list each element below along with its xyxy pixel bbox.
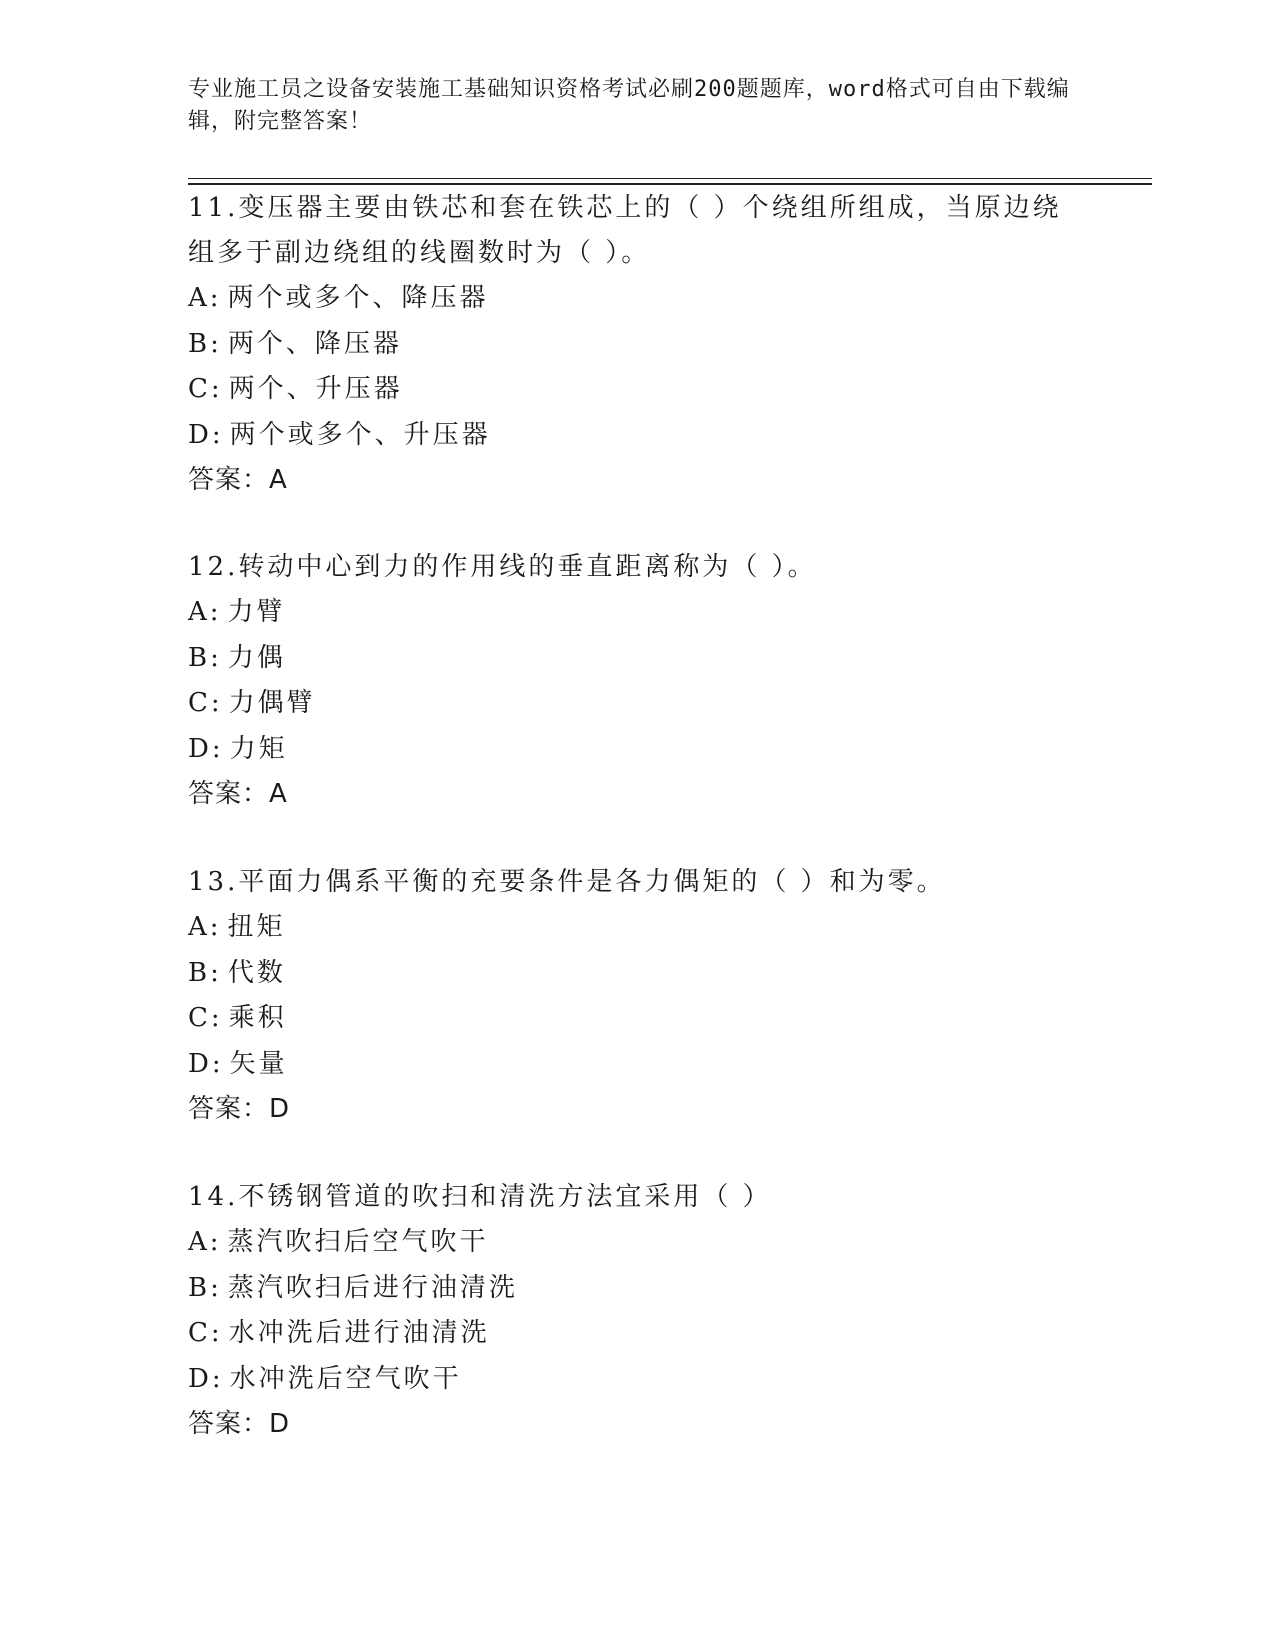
option-text: 两个或多个、升压器 (229, 419, 491, 450)
option-a (188, 905, 1088, 951)
option-text: 力矩 (229, 733, 288, 764)
option-c (188, 996, 1088, 1042)
option-text: 两个或多个、降压器 (227, 283, 489, 313)
option-text: 两个、降压器 (227, 328, 402, 359)
option-c (188, 1311, 1088, 1357)
option-b (188, 322, 1088, 368)
option-letter: D: (188, 1048, 224, 1079)
option-b (188, 636, 1088, 682)
option-letter: A: (188, 283, 222, 313)
option-letter: B: (188, 957, 222, 988)
option-text: 水冲洗后空气吹干 (229, 1363, 462, 1394)
option-d (188, 727, 1088, 773)
header-rule-thick (188, 183, 1152, 185)
option-text: 力偶 (227, 642, 286, 673)
option-text: 蒸汽吹扫后空气吹干 (227, 1227, 489, 1257)
option-letter: B: (188, 328, 222, 359)
option-letter: D: (188, 419, 224, 450)
option-letter: A: (188, 912, 222, 942)
question-14 (188, 1175, 1088, 1448)
option-text: 代数 (227, 957, 286, 988)
question-12 (188, 545, 1088, 818)
question-stem: 11.变压器主要由铁芯和套在铁芯上的（ ）个绕组所组成，当原边绕组多于副边绕组的线圈数时为（ ）。 (188, 193, 1062, 268)
option-text: 水冲洗后进行油清洗 (228, 1318, 490, 1348)
question-stem: 12.转动中心到力的作用线的垂直距离称为（ ）。 (188, 552, 817, 582)
option-a (188, 276, 1088, 322)
option-c (188, 681, 1088, 727)
option-letter: C: (188, 374, 223, 404)
option-b (188, 951, 1088, 997)
answer: 答案：A (188, 465, 288, 495)
option-letter: C: (188, 688, 223, 718)
option-text: 力臂 (227, 597, 286, 627)
option-text: 乘积 (228, 1003, 287, 1033)
document-header: 专业施工员之设备安装施工基础知识资格考试必刷200题题库，word格式可自由下载编辑，附完整答案！ (188, 77, 1070, 134)
option-d (188, 1357, 1088, 1403)
option-letter: B: (188, 642, 222, 673)
question-13 (188, 860, 1088, 1133)
option-letter: D: (188, 1363, 224, 1394)
question-stem: 13.平面力偶系平衡的充要条件是各力偶矩的（ ）和为零。 (188, 867, 946, 897)
answer: 答案：D (188, 1409, 291, 1439)
option-text: 力偶臂 (228, 688, 316, 718)
option-d (188, 413, 1088, 459)
answer: 答案：D (188, 1094, 291, 1124)
option-b (188, 1266, 1088, 1312)
option-letter: A: (188, 597, 222, 627)
option-text: 扭矩 (227, 912, 286, 942)
option-letter: C: (188, 1318, 223, 1348)
option-letter: A: (188, 1227, 222, 1257)
option-text: 两个、升压器 (228, 374, 403, 404)
option-c (188, 367, 1088, 413)
option-letter: D: (188, 733, 224, 764)
header-rule-thin (188, 178, 1152, 179)
question-stem: 14.不锈钢管道的吹扫和清洗方法宜采用（ ） (188, 1182, 772, 1212)
answer: 答案：A (188, 779, 288, 809)
option-d (188, 1042, 1088, 1088)
option-text: 蒸汽吹扫后进行油清洗 (227, 1272, 518, 1303)
option-text: 矢量 (229, 1048, 288, 1079)
option-letter: B: (188, 1272, 222, 1303)
question-11 (188, 186, 1088, 504)
option-letter: C: (188, 1003, 223, 1033)
option-a (188, 1220, 1088, 1266)
option-a (188, 590, 1088, 636)
